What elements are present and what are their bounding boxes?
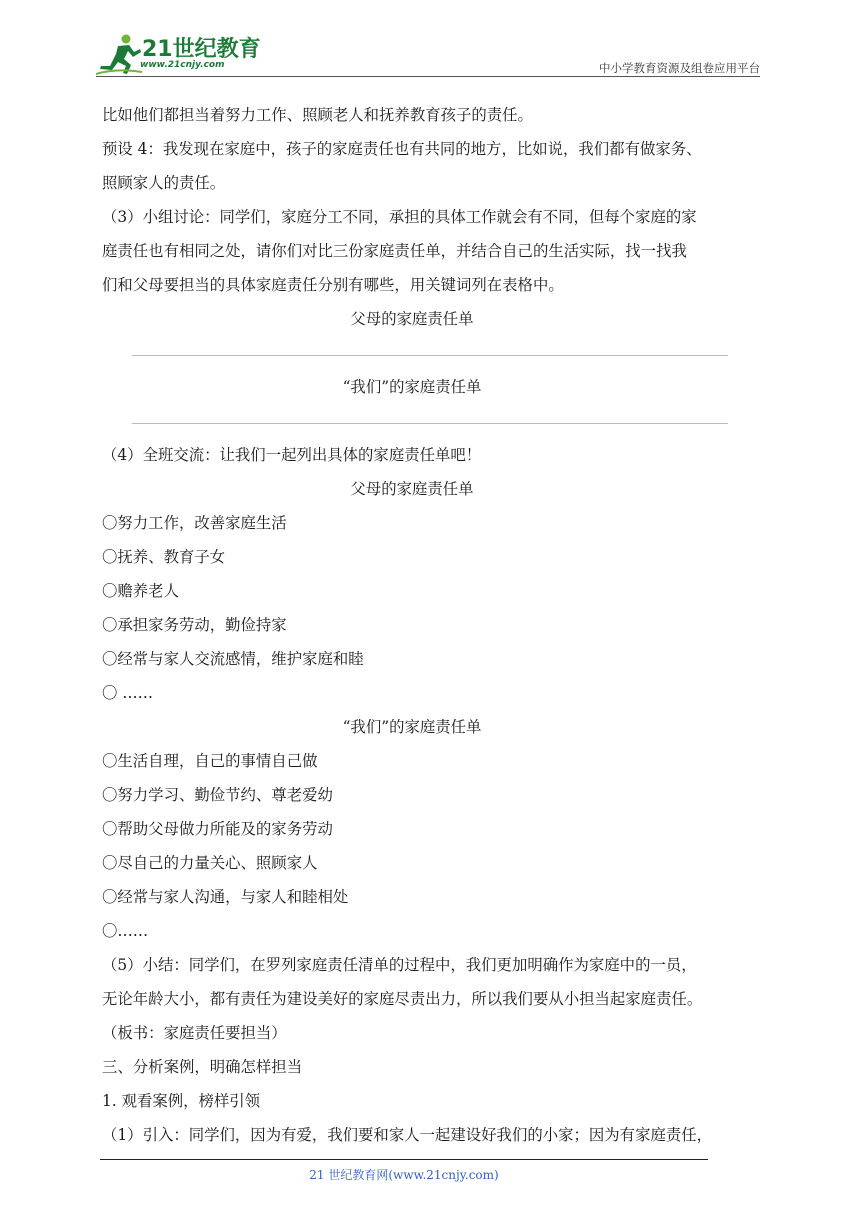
logo-url: www.21cnjy.com	[140, 60, 225, 70]
list-item: 〇经常与家人交流感情，维护家庭和睦	[102, 650, 364, 668]
list-item: 〇帮助父母做力所能及的家务劳动	[102, 820, 333, 838]
paragraph-line: 无论年龄大小，都有责任为建设美好的家庭尽责出力，所以我们要从小担当起家庭责任。	[102, 990, 703, 1008]
footer-divider	[100, 1159, 708, 1160]
paragraph-line: （1）引入：同学们，因为有爱，我们要和家人一起建设好我们的小家；因为有家庭责任，	[102, 1126, 713, 1144]
paragraph-line: （3）小组讨论：同学们，家庭分工不同，承担的具体工作就会有不同，但每个家庭的家	[102, 208, 697, 226]
runner-icon	[96, 32, 144, 76]
list-item: 〇尽自己的力量关心、照顾家人	[102, 854, 318, 872]
list-item: 〇……	[102, 922, 149, 940]
logo	[96, 32, 266, 76]
logo-text: 21世纪教育	[142, 37, 261, 62]
subsection-heading: 1. 观看案例，榜样引领	[102, 1092, 261, 1110]
list-item: 〇赡养老人	[102, 582, 179, 600]
header-divider	[96, 76, 760, 77]
fill-in-line	[102, 404, 762, 438]
header-platform-text: 中小学教育资源及组卷应用平台	[599, 61, 760, 75]
paragraph-line: 庭责任也有相同之处，请你们对比三份家庭责任单，并结合自己的生活实际，找一找我	[102, 242, 687, 260]
section-heading: 三、分析案例，明确怎样担当	[102, 1058, 303, 1076]
page-header	[96, 30, 760, 80]
list-title-parents: 父母的家庭责任单	[350, 480, 474, 498]
paragraph-line: （板书：家庭责任要担当）	[102, 1024, 287, 1042]
fill-in-line	[102, 336, 762, 370]
list-item: 〇经常与家人沟通，与家人和睦相处	[102, 888, 349, 906]
list-item: 〇 ……	[102, 684, 154, 702]
list-item: 〇努力学习、勤俭节约、尊老爱幼	[102, 786, 333, 804]
list-title-children: “我们”的家庭责任单	[342, 718, 482, 736]
paragraph-line: 们和父母要担当的具体家庭责任分别有哪些，用关键词列在表格中。	[102, 276, 564, 294]
document-body	[102, 98, 762, 1152]
paragraph-line: （5）小结：同学们，在罗列家庭责任清单的过程中，我们更加明确作为家庭中的一员，	[102, 956, 697, 974]
paragraph-line: 比如他们都担当着努力工作、照顾老人和抚养教育孩子的责任。	[102, 106, 533, 124]
paragraph-line: （4）全班交流：让我们一起列出具体的家庭责任单吧！	[102, 446, 482, 464]
list-item: 〇生活自理，自己的事情自己做	[102, 752, 318, 770]
list-title-children: “我们”的家庭责任单	[342, 378, 482, 396]
list-item: 〇努力工作，改善家庭生活	[102, 514, 287, 532]
paragraph-line: 预设 4：我发现在家庭中，孩子的家庭责任也有共同的地方，比如说，我们都有做家务、	[102, 140, 702, 158]
paragraph-line: 照顾家人的责任。	[102, 174, 226, 192]
list-title-parents: 父母的家庭责任单	[350, 310, 474, 328]
footer-link[interactable]: 21 世纪教育网(www.21cnjy.com)	[309, 1168, 499, 1182]
list-item: 〇承担家务劳动，勤俭持家	[102, 616, 287, 634]
list-item: 〇抚养、教育子女	[102, 548, 226, 566]
